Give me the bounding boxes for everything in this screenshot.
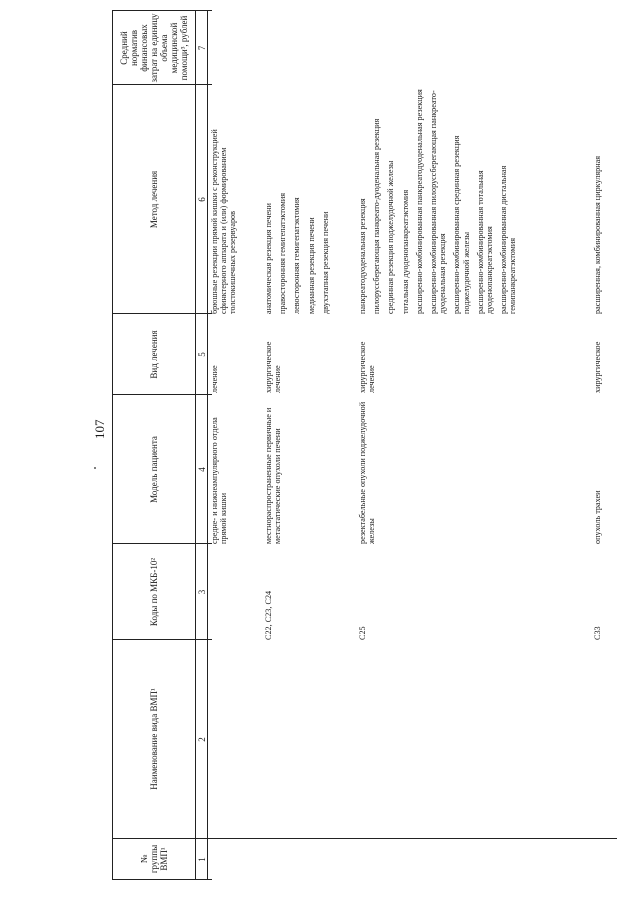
- header-treatment-method: Метод лечения: [149, 170, 159, 229]
- row-4-patient-model: опухоль трахеи: [593, 490, 602, 544]
- method-item: расширенно-комбинированная тотальная дуоденопанкреатэктомия: [475, 170, 495, 314]
- row-1-treatment-type: лечение: [210, 365, 219, 393]
- method-item: брюшные резекции прямой кишки с реконструкцией сфинктерного аппарата и (или) формированием толстокишечных резервуаров: [210, 129, 238, 314]
- method-item: медианная резекция печени: [306, 217, 316, 314]
- method-item: анатомическая резекция печени: [264, 203, 273, 314]
- header-vmp-name: Наименование вида ВМП¹: [149, 688, 159, 790]
- method-item: правосторонняя гемигепатэктомия: [278, 193, 288, 314]
- method-item: срединная резекция поджелудочной железы: [386, 160, 396, 314]
- method-item: расширенная, комбинированная циркулярная: [593, 156, 602, 314]
- column-number: 6: [197, 197, 207, 202]
- header-icd-codes: Коды по МКБ-10²: [149, 557, 159, 627]
- method-item: расширенно-комбинированная дистальная гемипанкреатэктомия: [499, 165, 518, 314]
- row-3-icd-code: C25: [358, 626, 367, 640]
- column-number: 1: [197, 857, 207, 862]
- column-number: 3: [197, 589, 207, 595]
- margin-mark: [94, 467, 96, 469]
- row-1-patient-model: средне- и нижнеампулярного отдела прямой кишки: [210, 417, 229, 544]
- row-2-icd-code: C22, C23, C24: [264, 590, 273, 640]
- header-group-number: № группы ВМП¹: [139, 844, 169, 874]
- method-item: пилоруссберегающая панкреато-дуоденальная резекция: [372, 118, 382, 314]
- method-item: левосторонняя гемигепатэктомия: [292, 197, 302, 314]
- col-rule-1: [112, 838, 617, 839]
- row-3-patient-model: резектабельные опухоли поджелудочной железы: [358, 401, 377, 544]
- row-4-methods: [593, 88, 607, 314]
- row-2-methods: [264, 88, 335, 314]
- row-3-methods: [358, 88, 523, 314]
- column-number: 7: [197, 45, 207, 51]
- row-2-patient-model: местнораспространенные первичные и метастатические опухоли печени: [264, 407, 283, 544]
- header-financial-norm: Средний норматив финансовых затрат на единицу объема медицинской помощи³, рублей: [119, 13, 189, 83]
- table-top-border: [112, 10, 113, 880]
- method-item: тотальная дуоденопанкреатэктомия: [400, 189, 410, 314]
- row-1-methods: [210, 88, 243, 314]
- page-number: 107: [92, 419, 107, 439]
- column-number: 5: [197, 352, 207, 357]
- method-item: расширенно-комбинированная панкреатодуоденальная резекция: [414, 89, 424, 314]
- method-item: двухэтапная резекция печени: [320, 211, 330, 314]
- row-3-treatment-type: хирургическое лечение: [358, 341, 377, 393]
- method-item: расширенно-комбинированная пилоруссберегающая панкреато-дуоденальная резекция: [429, 90, 448, 314]
- column-number: 2: [197, 737, 207, 742]
- row-4-icd-code: C33: [593, 626, 602, 640]
- header-treatment-type: Вид лечения: [149, 330, 159, 379]
- row-4-treatment-type: хирургическое: [593, 341, 602, 393]
- column-number: 4: [197, 467, 207, 472]
- medical-care-table: [112, 10, 617, 880]
- header-patient-model: Модель пациента: [149, 436, 159, 503]
- method-item: расширенно-комбинированная срединная резекция поджелудочной железы: [452, 135, 471, 314]
- row-2-treatment-type: хирургическое лечение: [264, 341, 283, 393]
- method-item: панкреатодуоденальная резекция: [358, 198, 367, 314]
- landscape-table-sheet: [112, 10, 617, 880]
